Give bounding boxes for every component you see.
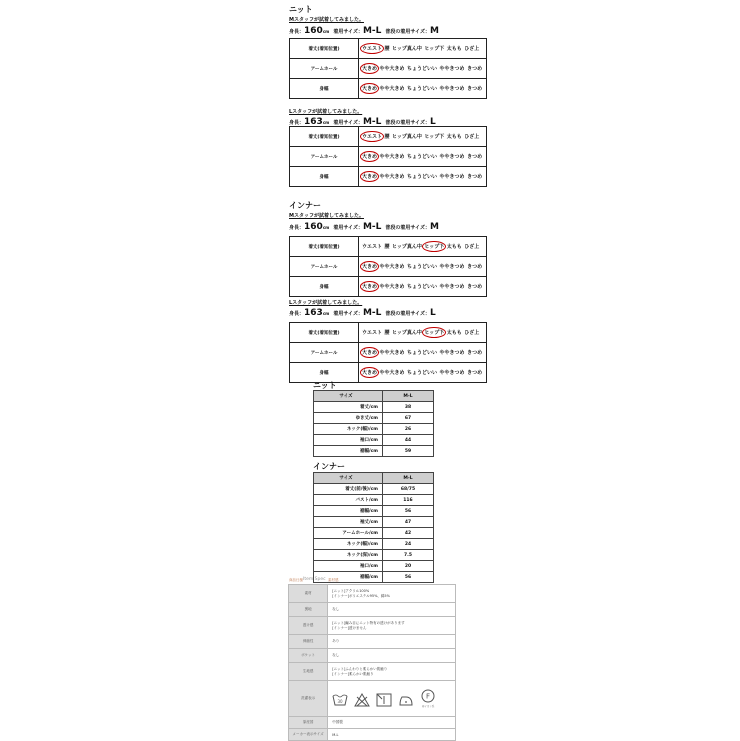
fit-option: ちょうどいい xyxy=(407,284,438,290)
fit-row-options xyxy=(359,79,487,99)
fit-option: ひざ上 xyxy=(464,330,480,336)
spec-row xyxy=(289,729,456,741)
fit-row xyxy=(290,39,487,59)
fit-option: やや大きめ xyxy=(379,264,405,270)
fit-row xyxy=(290,147,487,167)
size-key: 着丈/cm xyxy=(314,402,383,413)
usual-size-label: 普段の着用サイズ： xyxy=(385,225,431,231)
spec-key: メーカー表示サイズ xyxy=(289,729,328,741)
size-value: M-L xyxy=(362,26,382,36)
fit-row xyxy=(290,167,487,187)
spec-value xyxy=(328,649,456,663)
fit-option: ちょうどいい xyxy=(407,154,438,160)
fit-option: ヒップ真ん中 xyxy=(392,46,422,52)
fit-option: 太もも xyxy=(446,46,462,52)
size-key: 着丈(前/後)/cm xyxy=(314,484,383,495)
laundry-icons xyxy=(332,687,454,710)
fit-row-label: 身幅 xyxy=(290,167,359,187)
fit-option: きつめ xyxy=(467,370,483,376)
fit-row-label: 着丈(着知位置) xyxy=(290,237,359,257)
fit-option: やや大きめ xyxy=(379,350,405,356)
size-value: 56 xyxy=(383,572,434,583)
fit-option: ウエスト xyxy=(362,244,383,250)
staff-intro: Mスタッフが試着してみました。 xyxy=(289,17,364,23)
fit-row-options xyxy=(359,167,487,187)
fit-row-options xyxy=(359,277,487,297)
usual-size-value: L xyxy=(430,308,436,318)
fit-option: きつめ xyxy=(467,264,483,270)
size-row xyxy=(314,402,434,413)
size-value: 20 xyxy=(383,561,434,572)
height-value: 160 xyxy=(304,26,323,36)
fit-row-options xyxy=(359,127,487,147)
size-value: M-L xyxy=(362,117,382,127)
fit-option: ややきつめ xyxy=(439,350,465,356)
size-header-value: M-L xyxy=(383,473,434,484)
size-key: 袖口/cm xyxy=(314,561,383,572)
size-key: アームホール/cm xyxy=(314,528,383,539)
fit-row xyxy=(290,277,487,297)
fit-option: ヒップ下 xyxy=(424,134,445,140)
spec-key: 裏地 xyxy=(289,603,328,617)
spec-value-text: M-L xyxy=(332,732,339,737)
size-row xyxy=(314,539,434,550)
height-unit: cm xyxy=(322,225,330,230)
spec-value xyxy=(328,717,456,729)
iron-icon xyxy=(398,693,414,708)
fit-option: ややきつめ xyxy=(439,154,465,160)
fit-option-selected: ヒップ下 xyxy=(424,330,445,336)
fit-option: ちょうどいい xyxy=(407,370,438,376)
height-value: 163 xyxy=(304,308,323,318)
fit-table xyxy=(289,38,487,99)
fit-option: ややきつめ xyxy=(439,86,465,92)
height-unit: cm xyxy=(322,311,330,316)
size-value: 116 xyxy=(383,495,434,506)
fit-row-label: 身幅 xyxy=(290,79,359,99)
size-key: ネック(幅)/cm xyxy=(314,424,383,435)
size-label: 着用サイズ： xyxy=(333,120,363,126)
size-key: 袖丈/cm xyxy=(314,517,383,528)
fit-option: ややきつめ xyxy=(439,174,465,180)
fit-row-label: 着丈(着知位置) xyxy=(290,39,359,59)
size-label: 着用サイズ： xyxy=(333,29,363,35)
spec-value xyxy=(328,635,456,649)
spec-row xyxy=(289,617,456,635)
size-key: 裾幅/cm xyxy=(314,446,383,457)
size-value: M-L xyxy=(362,222,382,232)
height-unit: cm xyxy=(322,29,330,34)
fit-row-label: アームホール xyxy=(290,257,359,277)
spec-value xyxy=(328,681,456,717)
size-value: 67 xyxy=(383,413,434,424)
size-row xyxy=(314,517,434,528)
fit-option-selected: ウエスト xyxy=(362,46,383,52)
size-label: 着用サイズ： xyxy=(333,225,363,231)
fit-option: きつめ xyxy=(467,350,483,356)
fit-option: やや大きめ xyxy=(379,174,405,180)
usual-size-value: L xyxy=(430,117,436,127)
spec-key: 洗濯表示 xyxy=(289,681,328,717)
fit-option: ヒップ真ん中 xyxy=(392,330,422,336)
size-row xyxy=(314,528,434,539)
size-row xyxy=(314,550,434,561)
fit-option: ちょうどいい xyxy=(407,264,438,270)
spec-key: 伸縮性 xyxy=(289,635,328,649)
spec-value xyxy=(328,617,456,635)
fit-row xyxy=(290,343,487,363)
line-dry-icon xyxy=(376,693,392,708)
size-value: 47 xyxy=(383,517,434,528)
spec-row xyxy=(289,585,456,603)
fit-option-selected: 大きめ xyxy=(362,154,378,160)
spec-value xyxy=(328,663,456,681)
spec-key: 素材 xyxy=(289,585,328,603)
size-header-value: M-L xyxy=(383,391,434,402)
height-label: 身長： xyxy=(289,225,305,231)
fit-row-label: 着丈(着知位置) xyxy=(290,323,359,343)
spec-row xyxy=(289,681,456,717)
fit-option: ちょうどいい xyxy=(407,86,438,92)
fit-option: きつめ xyxy=(467,86,483,92)
size-row xyxy=(314,435,434,446)
size-key: 裾幅/cm xyxy=(314,506,383,517)
spec-row xyxy=(289,649,456,663)
fit-option: 腰 xyxy=(384,330,390,336)
fit-option-selected: 大きめ xyxy=(362,174,378,180)
size-header-row xyxy=(314,473,434,484)
spec-row xyxy=(289,603,456,617)
fit-option: 太もも xyxy=(446,330,462,336)
knit-title: ニット xyxy=(289,5,313,14)
usual-size-label: 普段の着用サイズ： xyxy=(385,29,431,35)
spec-value xyxy=(328,585,456,603)
dry-clean-f-icon xyxy=(420,689,436,708)
staff-intro: Lスタッフが試着してみました。 xyxy=(289,109,363,115)
fit-row xyxy=(290,257,487,277)
fit-row-options xyxy=(359,323,487,343)
fit-table xyxy=(289,322,487,383)
size-key: ネック(深)/cm xyxy=(314,550,383,561)
staff-measurements xyxy=(289,308,436,318)
fit-option: ややきつめ xyxy=(439,370,465,376)
fit-row-label: 身幅 xyxy=(290,277,359,297)
fit-row-label: アームホール xyxy=(290,59,359,79)
spec-head-right: 素材感 xyxy=(328,578,339,582)
fit-row-options xyxy=(359,39,487,59)
fit-option: ちょうどいい xyxy=(407,174,438,180)
staff-measurements xyxy=(289,222,439,232)
fit-option-selected: ヒップ下 xyxy=(424,244,445,250)
fit-option: きつめ xyxy=(467,174,483,180)
spec-row xyxy=(289,635,456,649)
size-row xyxy=(314,506,434,517)
no-bleach-icon xyxy=(354,693,370,708)
inner-title: インナー xyxy=(289,201,321,210)
wash-30-icon xyxy=(332,693,348,708)
size-value: 26 xyxy=(383,424,434,435)
spec-value xyxy=(328,603,456,617)
size-key: 袖口/cm xyxy=(314,435,383,446)
fit-option: 腰 xyxy=(384,134,390,140)
size-row xyxy=(314,446,434,457)
size-value: 68/75 xyxy=(383,484,434,495)
size-value: M-L xyxy=(362,308,382,318)
spec-head-left: 商品仕様 xyxy=(289,578,303,582)
size-header-row xyxy=(314,391,434,402)
usual-size-value: M xyxy=(430,222,439,232)
size-value: 44 xyxy=(383,435,434,446)
spec-key: 透け感 xyxy=(289,617,328,635)
fit-option: ややきつめ xyxy=(439,284,465,290)
size-header-label: サイズ xyxy=(314,391,383,402)
size-value: 59 xyxy=(383,446,434,457)
size-row xyxy=(314,495,434,506)
size-value: 56 xyxy=(383,506,434,517)
spec-key: ポケット xyxy=(289,649,328,663)
height-label: 身長： xyxy=(289,29,305,35)
fit-option-selected: 大きめ xyxy=(362,350,378,356)
laundry-note: 非イオン系 xyxy=(422,705,435,708)
spec-row xyxy=(289,663,456,681)
fit-row-label: 着丈(着知位置) xyxy=(290,127,359,147)
fit-option: ヒップ真ん中 xyxy=(392,244,422,250)
size-row xyxy=(314,561,434,572)
size-knit-title: ニット xyxy=(313,381,337,390)
fit-row xyxy=(290,237,487,257)
size-value: 38 xyxy=(383,402,434,413)
fit-row-options xyxy=(359,59,487,79)
spec-value-text: [ニット]アクリル100% [インナー]ポリエステル95%、綿5% xyxy=(332,588,390,598)
spec-row xyxy=(289,717,456,729)
spec-key: 原産国 xyxy=(289,717,328,729)
height-value: 163 xyxy=(304,117,323,127)
fit-row-options xyxy=(359,343,487,363)
svg-text:F: F xyxy=(426,692,431,701)
fit-option: 腰 xyxy=(384,46,390,52)
staff-measurements xyxy=(289,26,439,36)
size-value: 7.5 xyxy=(383,550,434,561)
size-table-knit xyxy=(313,390,434,457)
fit-option: ひざ上 xyxy=(464,46,480,52)
height-label: 身長： xyxy=(289,311,305,317)
size-key: ゆき丈/cm xyxy=(314,413,383,424)
fit-row xyxy=(290,323,487,343)
fit-option-selected: 大きめ xyxy=(362,284,378,290)
staff-intro: Lスタッフが試着してみました。 xyxy=(289,300,363,306)
fit-option: ややきつめ xyxy=(439,66,465,72)
size-header-label: サイズ xyxy=(314,473,383,484)
fit-row xyxy=(290,79,487,99)
fit-option: ちょうどいい xyxy=(407,350,438,356)
fit-row-label: 身幅 xyxy=(290,363,359,383)
spec-value-text: なし xyxy=(332,607,340,611)
fit-row-options xyxy=(359,363,487,383)
spec-value-text: [ニット]編み目にニット特有の透けがあります [インナー]透けません xyxy=(332,620,405,630)
fit-option-selected: 大きめ xyxy=(362,86,378,92)
spec-key: 生地感 xyxy=(289,663,328,681)
size-row xyxy=(314,484,434,495)
item-spec-table xyxy=(288,584,456,741)
fit-option: ヒップ真ん中 xyxy=(392,134,422,140)
svg-text:30: 30 xyxy=(337,699,343,704)
usual-size-value: M xyxy=(430,26,439,36)
height-label: 身長： xyxy=(289,120,305,126)
size-value: 42 xyxy=(383,528,434,539)
fit-option-selected: 大きめ xyxy=(362,370,378,376)
size-table-inner xyxy=(313,472,434,583)
spec-value-text: なし xyxy=(332,653,340,657)
fit-option: やや大きめ xyxy=(379,154,405,160)
size-inner-title: インナー xyxy=(313,462,345,471)
fit-option: やや大きめ xyxy=(379,370,405,376)
fit-option: ヒップ下 xyxy=(424,46,445,52)
size-row xyxy=(314,424,434,435)
fit-row xyxy=(290,127,487,147)
usual-size-label: 普段の着用サイズ： xyxy=(385,311,431,317)
fit-row-options xyxy=(359,237,487,257)
spec-value-text: あり xyxy=(332,639,340,643)
fit-table xyxy=(289,126,487,187)
height-value: 160 xyxy=(304,222,323,232)
fit-option: きつめ xyxy=(467,66,483,72)
fit-option: ちょうどいい xyxy=(407,66,438,72)
spec-value-text: [ニット]ふんわりと柔らかい肌触り [インナー]柔らかい肌触り xyxy=(332,666,388,676)
fit-option: きつめ xyxy=(467,284,483,290)
fit-row-options xyxy=(359,257,487,277)
fit-option: ひざ上 xyxy=(464,244,480,250)
fit-option: 太もも xyxy=(446,244,462,250)
size-row xyxy=(314,413,434,424)
fit-option: やや大きめ xyxy=(379,66,405,72)
size-key: ネック(幅)/cm xyxy=(314,539,383,550)
fit-option: ややきつめ xyxy=(439,264,465,270)
fit-option-selected: ウエスト xyxy=(362,134,383,140)
fit-option: きつめ xyxy=(467,154,483,160)
fit-option: やや大きめ xyxy=(379,284,405,290)
fit-option: ウエスト xyxy=(362,330,383,336)
fit-row-label: アームホール xyxy=(290,147,359,167)
size-label: 着用サイズ： xyxy=(333,311,363,317)
fit-row xyxy=(290,59,487,79)
fit-option-selected: 大きめ xyxy=(362,264,378,270)
staff-intro: Mスタッフが試着してみました。 xyxy=(289,213,364,219)
fit-option: ひざ上 xyxy=(464,134,480,140)
fit-row-options xyxy=(359,147,487,167)
spec-value xyxy=(328,729,456,741)
fit-option: 太もも xyxy=(446,134,462,140)
fit-option: 腰 xyxy=(384,244,390,250)
fit-option: やや大きめ xyxy=(379,86,405,92)
size-key: 裾幅/cm xyxy=(314,572,383,583)
fit-row-label: アームホール xyxy=(290,343,359,363)
height-unit: cm xyxy=(322,120,330,125)
fit-option-selected: 大きめ xyxy=(362,66,378,72)
spec-head-mid: Item Spec xyxy=(303,577,326,582)
usual-size-label: 普段の着用サイズ： xyxy=(385,120,431,126)
size-value: 24 xyxy=(383,539,434,550)
fit-table xyxy=(289,236,487,297)
size-key: バスト/cm xyxy=(314,495,383,506)
spec-value-text: 中国製 xyxy=(332,720,343,724)
